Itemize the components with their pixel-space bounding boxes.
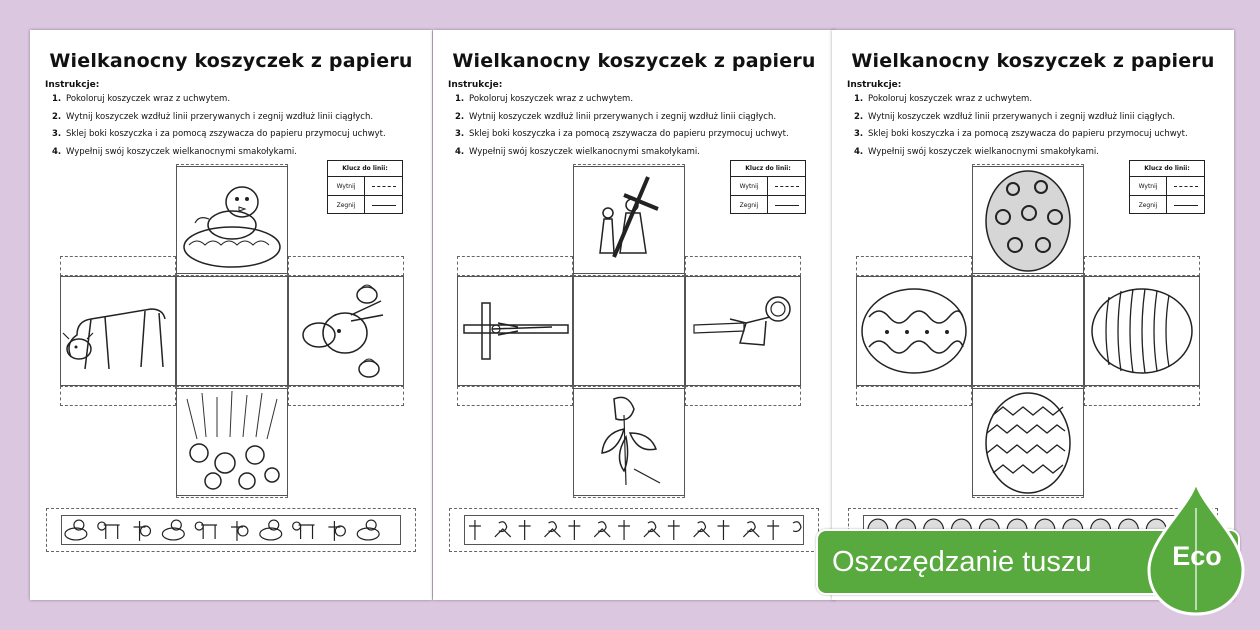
flowers-icon	[177, 389, 287, 495]
glue-flap	[1084, 386, 1200, 406]
instruction-step: 1. Pokoloruj koszyczek wraz z uchwytem.	[854, 94, 1033, 104]
glue-flap	[60, 256, 176, 276]
face-crucifix	[457, 276, 573, 386]
jesus-carrying-cross-icon	[574, 167, 684, 273]
line-key-title: Klucz do linii:	[328, 161, 402, 177]
line-key-title: Klucz do linii:	[1130, 161, 1204, 177]
bunny-with-baskets-icon	[289, 277, 403, 385]
fold-label: Zegnij	[731, 196, 768, 214]
eco-label: Eco	[1172, 541, 1222, 571]
page-title: Wielkanocny koszyczek z papieru	[452, 50, 816, 72]
solid-line-icon	[1174, 205, 1198, 206]
face-risen-jesus	[685, 276, 801, 386]
crucifix-icon	[458, 277, 572, 385]
instruction-step: 4. Wypełnij swój koszyczek wielkanocnymi smakołykami.	[455, 146, 700, 157]
cut-label: Wytnij	[1130, 177, 1167, 195]
glue-flap	[457, 256, 573, 276]
instruction-step: 2. Wytnij koszyczek wzdłuż linii przerywanych i zegnij wzdłuż linii ciągłych.	[455, 111, 777, 122]
line-key	[327, 160, 403, 214]
face-egg-dots	[972, 166, 1084, 274]
egg-swirls-icon	[857, 277, 971, 385]
face-blank-base	[176, 276, 288, 386]
face-lamb	[60, 276, 176, 386]
basket-handle-strip	[46, 508, 416, 552]
face-lily	[573, 388, 685, 496]
basket-handle-strip	[449, 508, 819, 552]
instruction-step: 1. Pokoloruj koszyczek wraz z uchwytem.	[455, 94, 634, 104]
cut-label: Wytnij	[731, 177, 768, 195]
solid-line-icon	[372, 205, 396, 206]
face-flowers	[176, 388, 288, 496]
glue-flap	[1084, 256, 1200, 276]
instruction-step: 4. Wypełnij swój koszyczek wielkanocnymi smakołykami.	[52, 146, 297, 157]
page-title: Wielkanocny koszyczek z papieru	[851, 50, 1215, 72]
face-bunny-with-baskets	[288, 276, 404, 386]
face-jesus-carrying-cross	[573, 166, 685, 274]
dashed-line-icon	[1174, 186, 1198, 187]
worksheet-preview-1	[30, 30, 432, 600]
face-blank-base	[573, 276, 685, 386]
glue-flap	[457, 386, 573, 406]
chick-in-nest-icon	[177, 167, 287, 273]
handle-pattern-chick-lamb-bunny-icon	[62, 517, 400, 543]
worksheet-preview-2	[433, 30, 835, 600]
face-egg-zigzag	[972, 388, 1084, 496]
instructions-heading: Instrukcje:	[45, 80, 100, 90]
egg-stripes-icon	[1085, 277, 1199, 385]
page-title: Wielkanocny koszyczek z papieru	[49, 50, 413, 72]
instruction-step: 3. Sklej boki koszyczka i za pomocą zszywacza do papieru przymocuj uchwyt.	[52, 129, 386, 139]
face-blank-base	[972, 276, 1084, 386]
cut-label: Wytnij	[328, 177, 365, 195]
risen-jesus-icon	[686, 277, 800, 385]
egg-zigzag-icon	[973, 389, 1083, 495]
fold-label: Zegnij	[328, 196, 365, 214]
instruction-step: 2. Wytnij koszyczek wzdłuż linii przerywanych i zegnij wzdłuż linii ciągłych.	[854, 111, 1176, 122]
egg-dots-icon	[973, 167, 1083, 273]
glue-flap	[856, 256, 972, 276]
face-egg-stripes	[1084, 276, 1200, 386]
instructions-heading: Instrukcje:	[448, 80, 503, 90]
instructions-heading: Instrukcje:	[847, 80, 902, 90]
glue-flap	[60, 386, 176, 406]
glue-flap	[288, 386, 404, 406]
line-key	[1129, 160, 1205, 214]
lily-icon	[574, 389, 684, 495]
glue-flap	[685, 386, 801, 406]
face-egg-swirls	[856, 276, 972, 386]
instruction-step: 4. Wypełnij swój koszyczek wielkanocnymi smakołykami.	[854, 146, 1099, 157]
dashed-line-icon	[372, 186, 396, 187]
fold-label: Zegnij	[1130, 196, 1167, 214]
instruction-step: 1. Pokoloruj koszyczek wraz z uchwytem.	[52, 94, 231, 104]
glue-flap	[288, 256, 404, 276]
dashed-line-icon	[775, 186, 799, 187]
instruction-step: 3. Sklej boki koszyczka i za pomocą zszywacza do papieru przymocuj uchwyt.	[455, 129, 789, 139]
instruction-step: 2. Wytnij koszyczek wzdłuż linii przerywanych i zegnij wzdłuż linii ciągłych.	[52, 111, 374, 122]
line-key	[730, 160, 806, 214]
face-chick-in-nest	[176, 166, 288, 274]
lamb-icon	[61, 277, 175, 385]
line-key-title: Klucz do linii:	[731, 161, 805, 177]
instruction-step: 3. Sklej boki koszyczka i za pomocą zszywacza do papieru przymocuj uchwyt.	[854, 129, 1188, 139]
glue-flap	[685, 256, 801, 276]
handle-pattern-cross-lily-icon	[465, 517, 803, 543]
solid-line-icon	[775, 205, 799, 206]
glue-flap	[856, 386, 972, 406]
ink-saving-label: Oszczędzanie tuszu	[832, 546, 1092, 578]
